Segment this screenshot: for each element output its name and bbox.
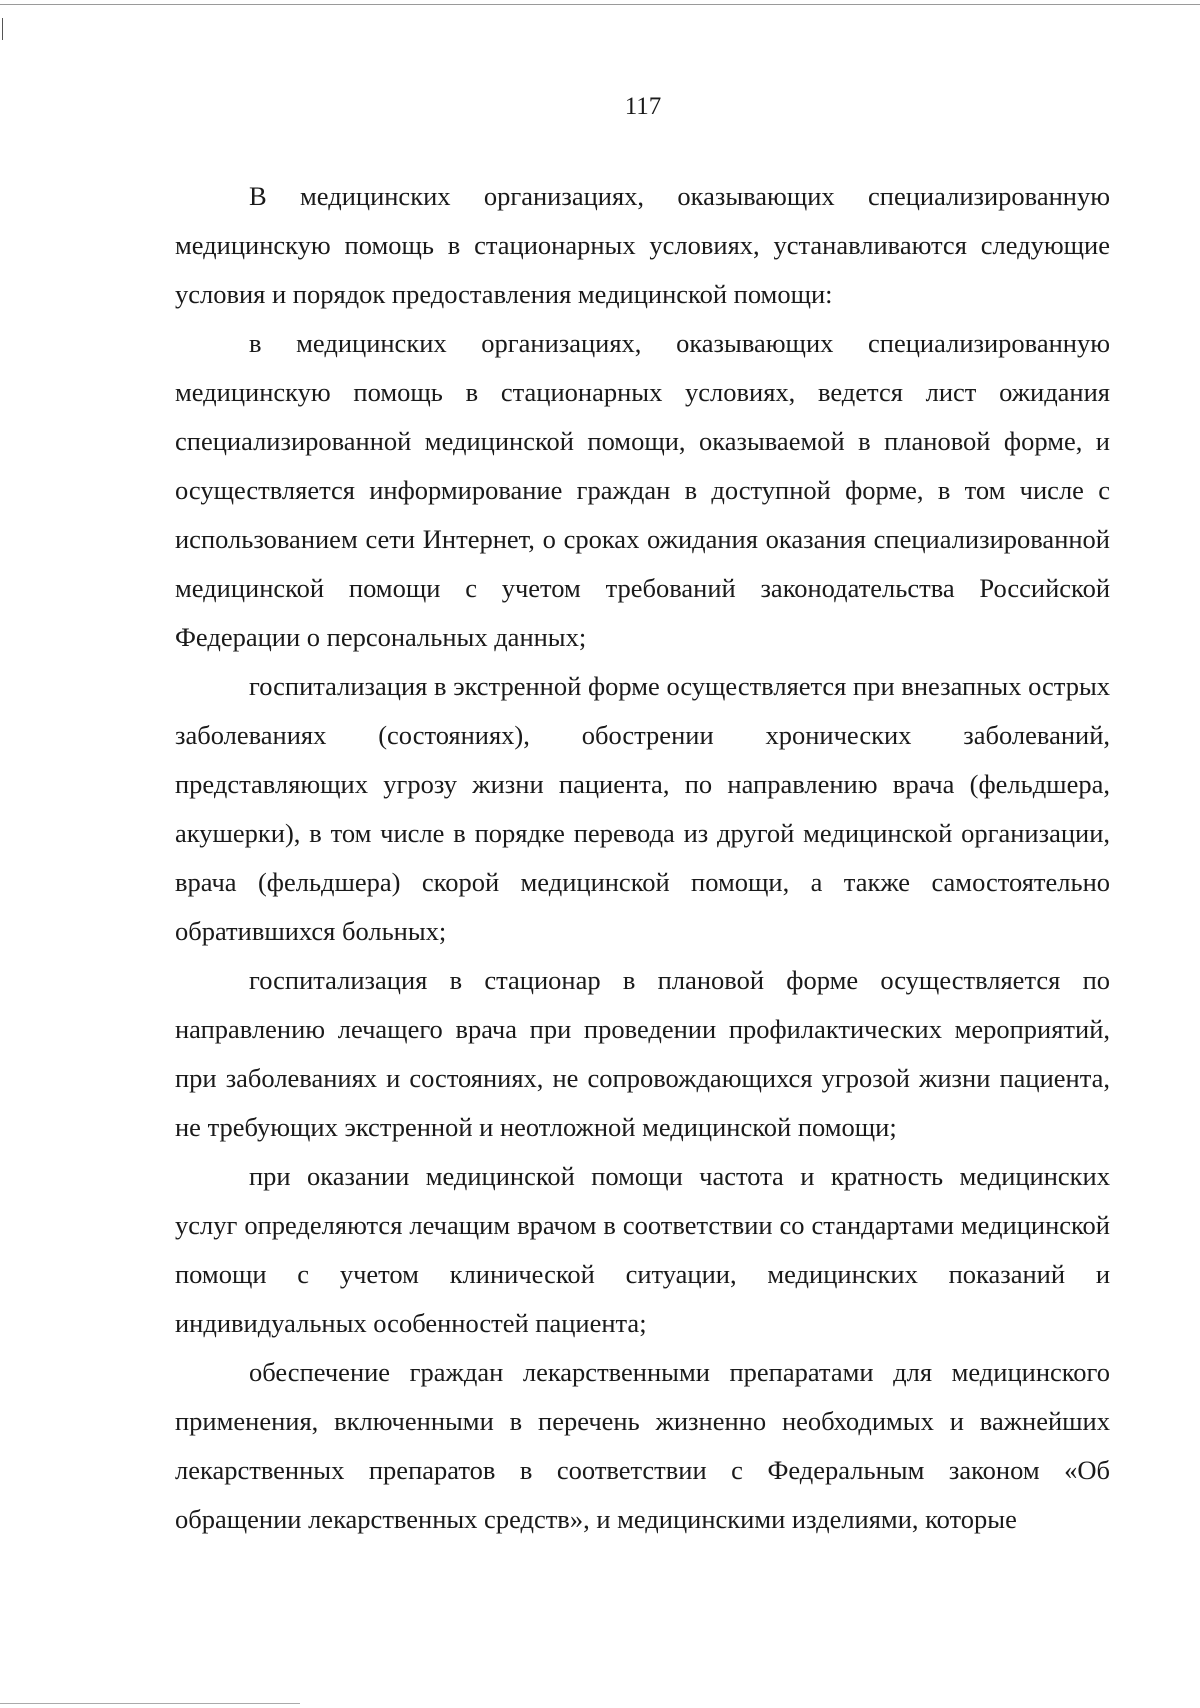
paragraph-6: обеспечение граждан лекарственными препаратами для медицинского применения, включенными в перечень жизненно необходимых и важнейших лекарственных препаратов в соответствии с Федеральным законом «Об обращении лекарственных средств», и медицинскими изделиями, которые [175, 1357, 1110, 1534]
paragraph-4: госпитализация в стационар в плановой форме осуществляется по направлению лечащего врача при проведении профилактических мероприятий, при заболеваниях и состояниях, не сопровождающихся угрозой жизни пациента, не требующих экстренной и неотложной медицинской помощи; [175, 965, 1110, 1142]
paragraph-3: госпитализация в экстренной форме осуществляется при внезапных острых заболеваниях (состояниях), обострении хронических заболеваний, представляющих угрозу жизни пациента, по направлению врача (фельдшера, акушерки), в том числе в порядке перевода из другой медицинской организации, врача (фельдшера) скорой медицинской помощи, а также самостоятельно обратившихся больных; [175, 671, 1110, 946]
paragraph-2: в медицинских организациях, оказывающих специализированную медицинскую помощь в стационарных условиях, ведется лист ожидания специализированной медицинской помощи, оказываемой в плановой форме, и осуществляется информирование граждан в доступной форме, в том числе с использованием сети Интернет, о сроках ожидания оказания специализированной медицинской помощи с учетом требований законодательства Российской Федерации о персональных данных; [175, 328, 1110, 652]
scan-edge-top [0, 4, 1200, 5]
scan-edge-bottom [0, 1703, 300, 1704]
paragraph-5: при оказании медицинской помощи частота и кратность медицинских услуг определяются лечащим врачом в соответствии со стандартами медицинской помощи с учетом клинической ситуации, медицинских показаний и индивидуальных особенностей пациента; [175, 1161, 1110, 1338]
scan-mark-left [2, 18, 3, 40]
body-text [175, 172, 1110, 1544]
paragraph-1: В медицинских организациях, оказывающих специализированную медицинскую помощь в стационарных условиях, устанавливаются следующие условия и порядок предоставления медицинской помощи: [175, 181, 1110, 309]
page-number: 117 [624, 93, 662, 120]
